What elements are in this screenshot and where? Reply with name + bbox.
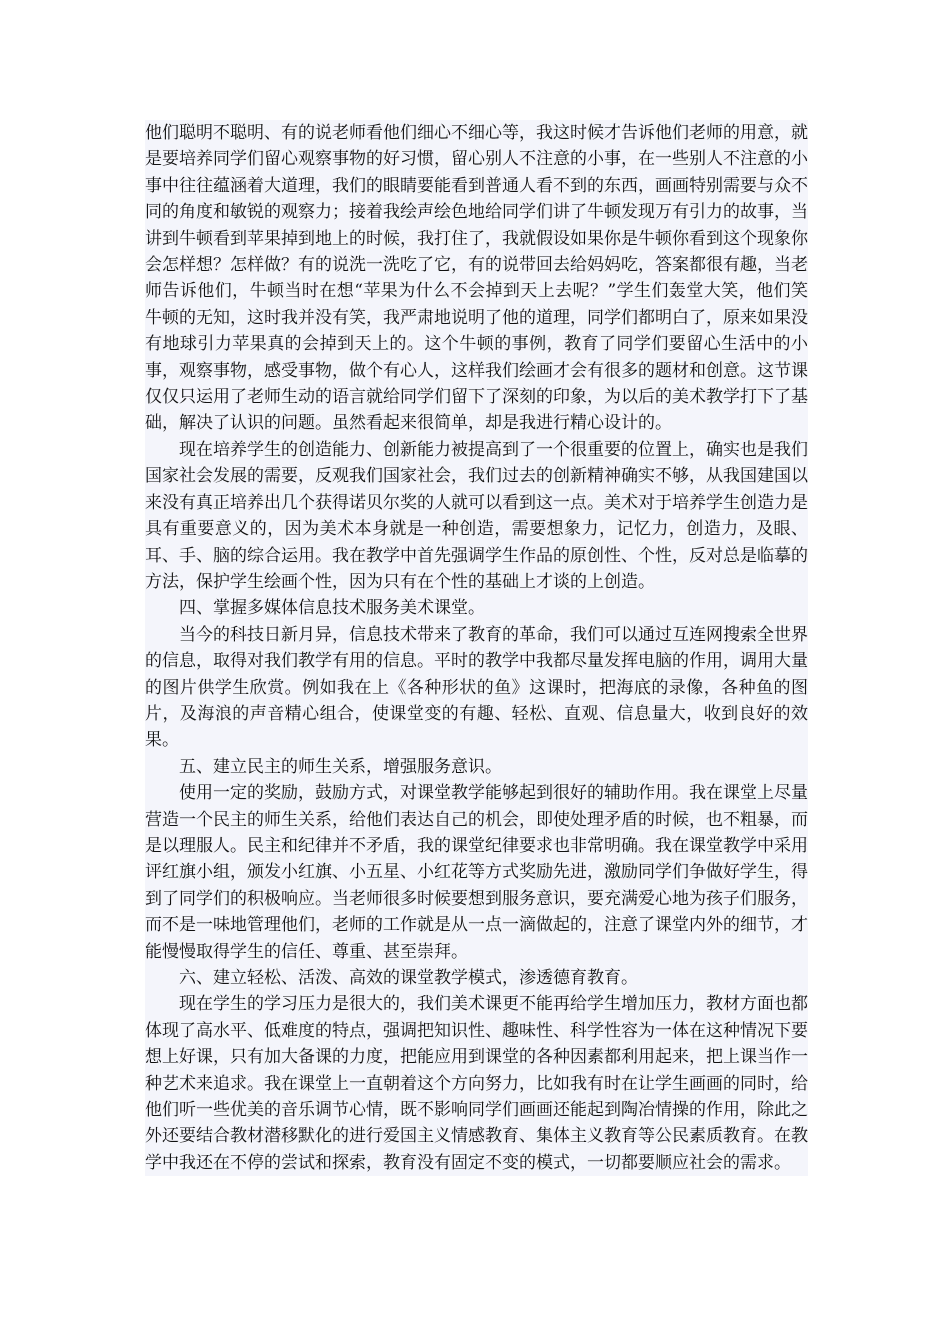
paragraph-teaching-model: 现在学生的学习压力是很大的，我们美术课更不能再给学生增加压力，教材方面也都体现了高水平、低难度的特点，强调把知识性、趣味性、科学性容为一体在这种情况下要想上好课，只有加大备课的力度，把能应用到课堂的各种因素都利用起来，把上课当作一种艺术来追求。我在课堂上一直朝着这个方向努力，比如我有时在让学生画画的同时，给他们听一些优美的音乐调节心情，既不影响同学们画画还能起到陶冶情操的作用，除此之外还要结合教材潜移默化的进行爱国主义情感教育、集体主义教育等公民素质教育。在教学中我还在不停的尝试和探索，教育没有固定不变的模式，一切都要顺应社会的需求。 bbox=[145, 994, 808, 1173]
document-body bbox=[145, 120, 808, 1176]
paragraph-newton-lesson: 他们聪明不聪明、有的说老师看他们细心不细心等，我这时候才告诉他们老师的用意，就是要培养同学们留心观察事物的好习惯，留心别人不注意的小事，在一些别人不注意的小事中往往蕴涵着大道理，我们的眼睛要能看到普通人看不到的东西，画画特别需要与众不同的角度和敏锐的观察力；接着我绘声绘色地给同学们讲了牛顿发现万有引力的故事，当讲到牛顿看到苹果掉到地上的时候，我打住了，我就假设如果你是牛顿你看到这个现象你会怎样想？怎样做？有的说洗一洗吃了它，有的说带回去给妈妈吃，答案都很有趣，当老师告诉他们，牛顿当时在想“苹果为什么不会掉到天上去呢？”学生们轰堂大笑，他们笑牛顿的无知，这时我并没有笑，我严肃地说明了他的道理，同学们都明白了，原来如果没有地球引力苹果真的会掉到天上的。这个牛顿的事例，教育了同学们要留心生活中的小事，观察事物，感受事物，做个有心人，这样我们绘画才会有很多的题材和创意。这节课仅仅只运用了老师生动的语言就给同学们留下了深刻的印象，为以后的美术教学打下了基础，解决了认识的问题。虽然看起来很简单，却是我进行精心设计的。 bbox=[145, 123, 808, 434]
section-heading-democratic-relationship: 五、建立民主的师生关系，增强服务意识。 bbox=[179, 756, 502, 777]
paragraph-creativity: 现在培养学生的创造能力、创新能力被提高到了一个很重要的位置上，确实也是我们国家社会发展的需要，反观我们国家社会，我们过去的创新精神确实不够，从我国建国以来没有真正培养出几个获得诺贝尔奖的人就可以看到这一点。美术对于培养学生创造力是具有重要意义的，因为美术本身就是一种创造，需要想象力，记忆力，创造力，及眼、耳、手、脑的综合运用。我在教学中首先强调学生作品的原创性、个性，反对总是临摹的方法，保护学生绘画个性，因为只有在个性的基础上才谈的上创造。 bbox=[145, 439, 808, 592]
paragraph-multimedia: 当今的科技日新月异，信息技术带来了教育的革命，我们可以通过互连网搜索全世界的信息，取得对我们教学有用的信息。平时的教学中我都尽量发挥电脑的作用，调用大量的图片供学生欣赏。例如我在上《各种形状的鱼》这课时，把海底的录像，各种鱼的图片，及海浪的声音精心组合，使课堂变的有趣、轻松、直观、信息量大，收到良好的效果。 bbox=[145, 624, 808, 751]
section-heading-teaching-model: 六、建立轻松、活泼、高效的课堂教学模式，渗透德育教育。 bbox=[179, 968, 638, 988]
paragraph-democratic-relationship: 使用一定的奖励，鼓励方式，对课堂教学能够起到很好的辅助作用。我在课堂上尽量营造一个民主的师生关系，给他们表达自己的机会，即使处理矛盾的时候，也不粗暴，而是以理服人。民主和纪律并不矛盾，我的课堂纪律要求也非常明确。我在课堂教学中采用评红旗小组，颁发小红旗、小五星、小红花等方式奖励先进，激励同学们争做好学生，得到了同学们的积极响应。当老师很多时候要想到服务意识，要充满爱心地为孩子们服务，而不是一味地管理他们，老师的工作就是从一点一滴做起的，注意了课堂内外的细节，才能慢慢取得学生的信任、尊重、甚至崇拜。 bbox=[145, 783, 808, 962]
section-heading-multimedia: 四、掌握多媒体信息技术服务美术课堂。 bbox=[179, 598, 485, 619]
